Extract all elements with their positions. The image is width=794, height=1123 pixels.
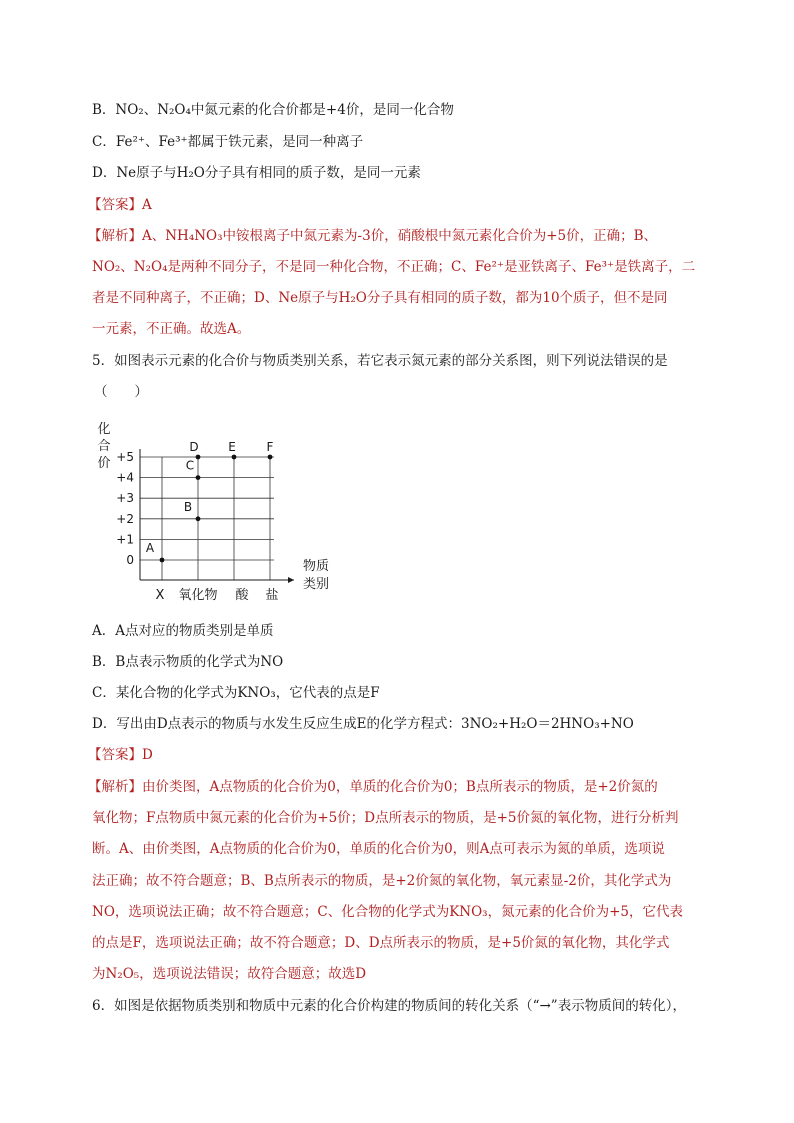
q5-analysis-line-3: 断。A、由价类图，A点物质的化合价为0，单质的化合价为0，则A点可表示为氮的单质，选项说 [92, 841, 665, 857]
q5-option-a: A．A点对应的物质类别是单质 [92, 623, 274, 639]
point-b [196, 516, 201, 521]
y-tick-label: +2 [116, 511, 134, 526]
x-tick-label: 盐 [265, 588, 279, 603]
y-tick-label: 0 [126, 553, 134, 567]
analysis-tag: 【解析】 [88, 228, 142, 244]
q6-stem: 6．如图是依据物质类别和物质中元素的化合价构建的物质间的转化关系（“→”表示物质间的转化）， [92, 998, 686, 1014]
x-axis-title-line: 类别 [302, 577, 330, 592]
point-c [196, 475, 201, 480]
answer-tag: 【答案】 [88, 747, 142, 763]
point-label-f: F [266, 440, 274, 454]
q5-option-c: C．某化合物的化学式为KNO₃，它代表的点是F [92, 685, 380, 701]
q5-analysis-line-7: 为N₂O₅，选项说法错误；故符合题意；故选D [92, 966, 367, 982]
answer-tag: 【答案】 [88, 197, 142, 213]
x-tick-label: X [155, 588, 165, 603]
y-tick-label: +5 [116, 450, 134, 464]
point-label-e: E [228, 440, 236, 454]
q5-stem: 5．如图表示元素的化合价与物质类别关系，若它表示氮元素的部分关系图，则下列说法错误的是 [92, 353, 668, 369]
point-label-b: B [183, 499, 193, 514]
point-f [268, 455, 273, 460]
q4-analysis-line-2: NO₂、N₂O₄是两种不同分子，不是同一种化合物，不正确；C、Fe²⁺是亚铁离子、Fe³⁺是铁离子，二 [92, 259, 696, 275]
q4-answer [88, 195, 152, 215]
x-tick-label: 氧化物 [178, 588, 218, 603]
point-d [196, 455, 201, 460]
y-tick-label: +4 [116, 470, 134, 485]
q5-answer [88, 745, 153, 765]
q5-analysis-line-1 [88, 777, 658, 797]
point-a [160, 558, 165, 563]
q4-analysis-line-4: 一元素，不正确。故选A。 [92, 321, 251, 337]
q5-analysis-line-4: 法正确；故不符合题意；B、B点所表示的物质，是+2价氮的氧化物，氧元素显-2价，其化学式为 [92, 873, 672, 889]
y-axis-title-char: 价 [97, 456, 111, 471]
q5-option-d: D．写出由D点表示的物质与水发生反应生成E的化学方程式：3NO₂+H₂O＝2HNO₃+NO [92, 716, 634, 732]
q4-analysis-line-1 [88, 226, 657, 246]
q5-analysis-line-5: NO，选项说法正确；故不符合题意；C、化合物的化学式为KNO₃，氮元素的化合价为+5，它代表 [92, 904, 683, 920]
q4-option-b: B．NO₂、N₂O₄中氮元素的化合价都是+4价，是同一化合物 [92, 102, 454, 118]
point-label-d: D [189, 440, 199, 454]
analysis-tag: 【解析】 [88, 779, 142, 795]
valence-category-chart [90, 415, 350, 605]
point-label-c: C [185, 458, 195, 473]
analysis-text: 由价类图，A点物质的化合价为0，单质的化合价为0；B点所表示的物质，是+2价氮的 [142, 779, 658, 795]
point-e [232, 455, 237, 460]
y-axis-title-char: 化 [97, 422, 111, 437]
y-tick-label: +1 [116, 532, 134, 547]
point-label-a: A [145, 541, 155, 555]
answer-value: A [142, 197, 152, 213]
chart-svg [90, 415, 350, 605]
x-axis-title-line: 物质 [302, 559, 330, 574]
q5-analysis-line-6: 的点是F，选项说法正确；故不符合题意；D、D点所表示的物质，是+5价氮的氧化物，其化学式 [92, 935, 670, 951]
y-tick-label: +3 [116, 491, 134, 506]
q4-option-d: D．Ne原子与H₂O分子具有相同的质子数，是同一元素 [92, 165, 421, 181]
q5-option-b: B．B点表示物质的化学式为NO [92, 654, 284, 670]
q5-analysis-line-2: 氧化物；F点物质中氮元素的化合价为+5价；D点所表示的物质，是+5价氮的氧化物，进行分析判 [92, 810, 679, 826]
q4-analysis-line-3: 者是不同种离子，不正确；D、Ne原子与H₂O分子具有相同的质子数，都为10个质子，但不是同 [92, 290, 668, 306]
q4-option-c: C．Fe²⁺、Fe³⁺都属于铁元素，是同一种离子 [92, 134, 364, 150]
q5-stem-bracket: （ ） [94, 384, 148, 400]
analysis-text: A、NH₄NO₃中铵根离子中氮元素为-3价，硝酸根中氮元素化合价为+5价，正确；B、 [142, 228, 658, 244]
y-axis-title-char: 合 [97, 439, 111, 454]
answer-value: D [142, 747, 153, 763]
x-tick-label: 酸 [235, 588, 249, 603]
